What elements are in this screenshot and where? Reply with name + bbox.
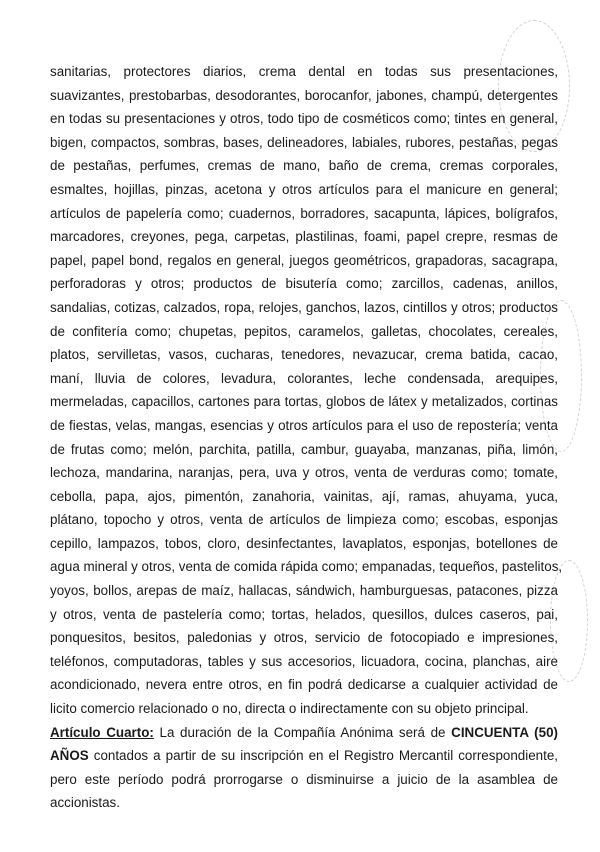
article-line: accionistas. — [50, 795, 120, 811]
text-line: ponquesitos, besitos, paledonias y otros, servicio de fotocopiado e impresiones, — [50, 630, 558, 646]
document-body — [50, 60, 563, 815]
text-line: marcadores, creyones, pega, carpetas, plastilinas, foami, papel crepre, resmas de — [50, 229, 558, 245]
article-text: La duración de la Compañía Anónima será de — [153, 724, 452, 740]
text-line: mermeladas, capacillos, cartones para tortas, globos de látex y metalizados, cortinas — [50, 394, 558, 410]
text-line: platos, servilletas, vasos, cucharas, tenedores, nevazucar, crema batida, cacao, — [50, 347, 558, 363]
text-line: artículos de papelería como; cuadernos, borradores, sacapunta, lápices, bolígrafos, — [50, 205, 558, 221]
text-line: perforadoras y otros; productos de bisutería como; zarcillos, cadenas, anillos, — [50, 276, 558, 292]
text-line: de frutas como; melón, parchita, patilla, cambur, guayaba, manzanas, piña, limón, — [50, 441, 558, 457]
article-line — [50, 721, 558, 745]
text-line: papel, papel bond, regalos en general, juegos geométricos, grapadoras, sacagrapa, — [50, 252, 558, 268]
article-text: contados a partir de su inscripción en el Registro Mercantil correspondiente, — [88, 748, 558, 764]
text-line: maní, lluvia de colores, levadura, colorantes, leche condensada, arequipes, — [50, 370, 558, 386]
text-line: yoyos, bollos, arepas de maíz, hallacas, sándwich, hamburguesas, patacones, pizza — [50, 583, 558, 599]
text-line: sanitarias, protectores diarios, crema dental en todas sus presentaciones, — [50, 64, 558, 79]
text-line: agua mineral y otros, venta de comida rápida como; empanadas, tequeños, pastelitos, — [50, 559, 563, 575]
text-line: cepillo, lampazos, tobos, cloro, desinfectantes, lavaplatos, esponjas, botellones de — [50, 535, 558, 551]
text-line: y otros, venta de pastelería como; tortas, helados, quesillos, dulces caseros, pai, — [50, 606, 558, 622]
text-line: licito comercio relacionado o no, directa o indirectamente con su objeto principal. — [50, 701, 529, 717]
text-line: plátano, topocho y otros, venta de artículos de limpieza como; escobas, esponjas — [50, 512, 558, 528]
text-line: de confitería como; chupetas, pepitos, caramelos, galletas, chocolates, cereales, — [50, 323, 558, 339]
text-line: bigen, compactos, sombras, bases, delineadores, labiales, rubores, pestañas, pegas — [50, 134, 558, 150]
text-line: suavizantes, prestobarbas, desodorantes, borocanfor, jabones, champú, detergentes — [50, 87, 558, 103]
text-line: en todas su presentaciones y otros, todo tipo de cosméticos como; tintes en general, — [50, 111, 558, 127]
text-line: lechoza, mandarina, naranjas, pera, uva y otros, venta de verduras como; tomate, — [50, 465, 558, 481]
text-line: acondicionado, nevera entre otros, en fin podrá dedicarse a cualquier actividad de — [50, 677, 558, 693]
article-title: Artículo Cuarto: — [50, 724, 154, 740]
text-line: esmaltes, hojillas, pinzas, acetona y otros artículos para el manicure en general; — [50, 181, 558, 197]
text-line: teléfonos, computadoras, tables y sus accesorios, licuadora, cocina, planchas, aire — [50, 653, 558, 669]
text-line: sandalias, cotizas, calzados, ropa, relojes, ganchos, lazos, cintillos y otros; productos — [50, 299, 558, 315]
text-line: de fiestas, velas, mangas, esencias y otros artículos para el uso de repostería; venta — [50, 417, 558, 433]
article-line: pero este período podrá prorrogarse o disminuirse a juicio de la asamblea de — [50, 771, 558, 787]
duration-value: CINCUENTA (50) — [451, 724, 558, 740]
body-paragraph — [50, 60, 563, 721]
text-line: de pestañas, perfumes, cremas de mano, baño de crema, cremas corporales, — [50, 158, 558, 174]
duration-unit: AÑOS — [50, 748, 89, 764]
article-line — [50, 744, 558, 768]
text-line: cebolla, papa, ajos, pimentón, zanahoria, vainitas, ají, ramas, ahuyama, yuca, — [50, 488, 558, 504]
